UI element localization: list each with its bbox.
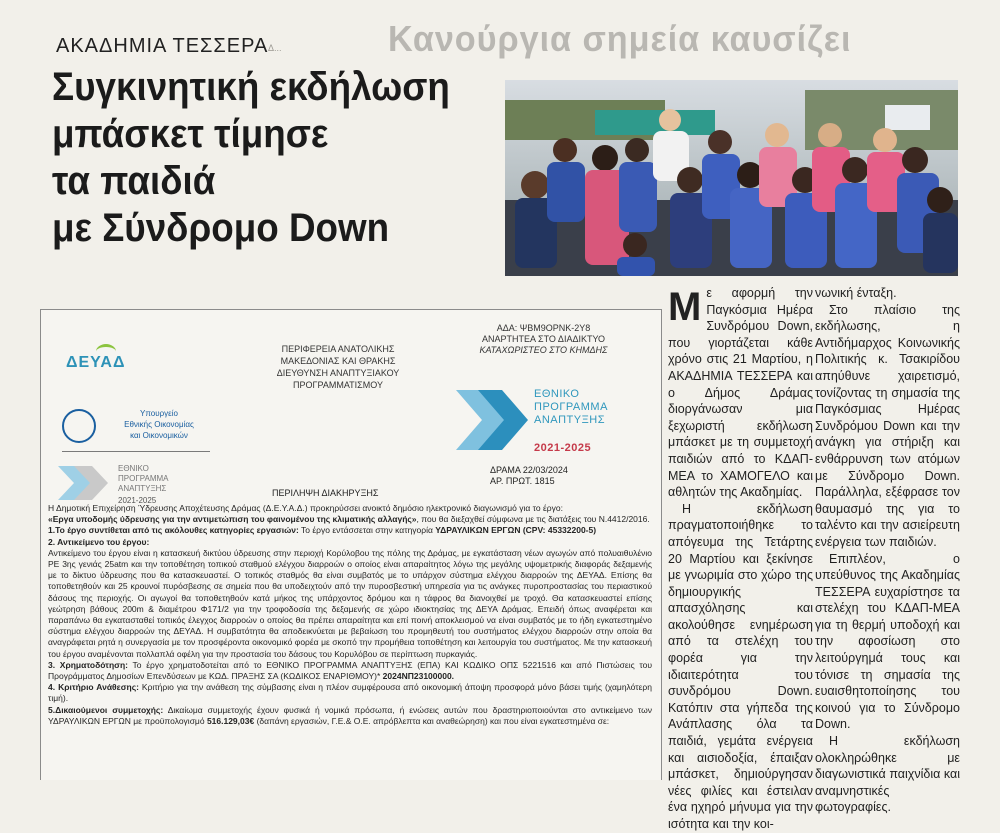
article-kicker: ΑΚΑΔΗΜΙΑ ΤΕΣΣΕΡΑ xyxy=(56,35,269,57)
chevron-logo-icon-large xyxy=(456,380,536,460)
ministry-name xyxy=(104,408,214,441)
neighbour-snippet: Δ... xyxy=(268,43,282,53)
article-column-1 xyxy=(668,285,813,833)
ministry-logo xyxy=(62,405,212,445)
neighbour-article-headline xyxy=(388,18,988,78)
region-header xyxy=(258,343,418,391)
section-2-head: 2. Αντικείμενο του έργου: xyxy=(48,536,150,547)
headline-line: τα παιδιά xyxy=(52,159,216,203)
ep-small-text xyxy=(118,464,168,494)
notice-body xyxy=(48,503,652,727)
summary-title: ΠΕΡΙΛΗΨΗ ΔΙΑΚΗΡΥΞΗΣ xyxy=(272,488,379,498)
section-5 xyxy=(48,705,652,727)
ep-big-line: ΠΡΟΓΡΑΜΜΑ xyxy=(534,401,608,413)
section-2 xyxy=(48,537,652,660)
section-4 xyxy=(48,682,652,704)
deyad-logo: ΔΕΥΑΔ xyxy=(66,354,126,371)
ministry-line: Υπουργείο xyxy=(140,409,178,418)
ep-big-text xyxy=(534,388,608,427)
neighbour-headline-text: Κανούργια σημεία καυσίζει xyxy=(388,18,852,59)
headline-line: Συγκινητική εκδήλωση xyxy=(52,65,450,109)
ep-small-line: ΑΝΑΠΤΥΞΗΣ xyxy=(118,484,167,493)
headline-line: μπάσκετ τίμησε xyxy=(52,112,329,156)
greek-emblem-icon xyxy=(62,409,96,443)
ada-block xyxy=(456,323,631,356)
ministry-line: και Οικονομικών xyxy=(130,431,188,440)
ep-big-years: 2021-2025 xyxy=(534,442,592,454)
region-line: ΠΡΟΓΡΑΜΜΑΤΙΣΜΟΥ xyxy=(293,380,383,390)
article-paragraph xyxy=(668,285,813,501)
article-headline xyxy=(52,64,457,252)
drop-cap: Μ xyxy=(668,285,702,329)
section-1-category: ΥΔΡΑΥΛΙΚΩΝ ΕΡΓΩΝ (CPV: 45332200-5) xyxy=(435,525,597,536)
project-title: «Εργα υποδομής ύδρευσης για την αντιμετώπιση του φαινομένου της κλιματικής αλλαγής» xyxy=(48,514,417,525)
group-photo-illustration xyxy=(505,80,958,276)
ep-small-years: 2021-2025 xyxy=(118,496,157,505)
section-1-body: Το έργο εντάσσεται στην κατηγορία xyxy=(298,525,436,536)
article-column-2 xyxy=(815,285,960,816)
registry-note: ΚΑΤΑΧΩΡΙΣΤΕΟ ΣΤΟ ΚΗΜΔΗΣ xyxy=(479,345,608,355)
headline-line: με Σύνδρομο Down xyxy=(52,206,390,250)
region-line: ΠΕΡΙΦΕΡΕΙΑ ΑΝΑΤΟΛΙΚΗΣ xyxy=(281,344,395,354)
ep-big-line: ΕΘΝΙΚΟ xyxy=(534,388,580,400)
paragraph-text: ε αφορμή την Παγκόσμια Ημέρα Συνδρόμου Down, που γιορτάζεται κάθε χρόνο στις 21 Μαρτίου, η ΑΚΑΔΗΜΙΑ ΤΕΣΣΕΡΑ και ο Δήμος Δράμας διοργάνωσαν μια ξεχωριστή εκδήλωση μπάσκετ με τη συμμετοχή παιδιών από το ΚΔΑΠ-ΜΕΑ το ΧΑΜΟΓΕΛΟ και αθλητών της Ακαδημίας. xyxy=(668,286,813,500)
protocol-line: ΑΡ. ΠΡΩΤ. 1815 xyxy=(490,476,555,486)
group-photo xyxy=(505,80,958,276)
section-5-body: Δικαίωμα συμμετοχής έχουν φυσικά ή νομικά πρόσωπα, ή ενώσεις αυτών που δραστηριοποιούνται στο αντικείμενο των ΥΔΡΑΥΛΙΚΩΝ ΕΡΓΩΝ με προϋπολογισμό xyxy=(48,704,652,726)
ep-small-line: ΠΡΟΓΡΑΜΜΑ xyxy=(118,474,169,483)
section-3-head: 3. Χρηματοδότηση: xyxy=(48,659,129,670)
ep-big-line: ΑΝΑΠΤΥΞΗΣ xyxy=(534,414,606,426)
section-1-head: 1.Το έργο συντίθεται από τις ακόλουθες κατηγορίες εργασιών: xyxy=(48,525,299,536)
section-3-body: Το έργο χρηματοδοτείται από το ΕΘΝΙΚΟ ΠΡΟΓΡΑΜΜΑ ΑΝΑΠΤΥΞΗΣ (ΕΠΑ) ΚΑΙ ΚΩΔΙΚΟ ΟΠΣ 5221516 και από Πιστώσεις του Προγράμματος Δημοσίων Επενδύσεων με ΚΩΔ. ΠΡΑΞΗΣ ΣΑ (ΚΩΔΙΚΟΣ ΕΝΑΡΙΘΜΟΥ)* xyxy=(48,659,652,682)
section-1 xyxy=(48,525,652,536)
date-protocol xyxy=(490,465,568,487)
article-paragraph: νωνική ένταξη. xyxy=(815,286,897,300)
logo-divider xyxy=(62,451,210,452)
section-5-head: 5.Δικαιούμενοι συμμετοχής: xyxy=(48,704,164,715)
ep-small-line: ΕΘΝΙΚΟ xyxy=(118,464,149,473)
section-3 xyxy=(48,660,652,682)
ada-code: ΑΔΑ: ΨΒΜ9ΟΡΝΚ-2Υ8 xyxy=(496,323,591,333)
intro-tail: , που θα διεξαχθεί σύμφωνα με τις διατάξεις του Ν.4412/2016. xyxy=(416,514,650,525)
article-paragraph: Στο πλαίσιο της εκδήλωσης, η Αντιδήμαρχος Κοινωνικής Πολιτικής κ. Τσακιρίδου απηύθυνε χαιρετισμό, τονίζοντας τη σημασία της Παγκόσμιας Ημέρας Συνδρόμου Down και την ανάγκη για στήριξη και ενθάρρυνση των ατόμων με Σύνδρομο Down. Παράλληλα, εξέφρασε τον θαυμασμό της για το ταλέντο και την ασιείρευτη ενέργεια των παιδιών. xyxy=(815,302,960,549)
section-4-head: 4. Κριτήριο Ανάθεσης: xyxy=(48,682,139,693)
posted-online: ΑΝΑΡΤΗΤΕΑ ΣΤΟ ΔΙΑΔΙΚΤΥΟ xyxy=(482,334,605,344)
article-paragraph: Η εκδήλωση ολοκληρώθηκε με διαγωνιστικά παιχνίδια και αναμνηστικές φωτογραφίες. xyxy=(815,734,960,815)
article-paragraph: Η εκδήλωση πραγματοποιήθηκε το απόγευμα της Τετάρτης 20 Μαρτίου και ξεκίνησε με γνωριμία στο χώρο της δημιουργικής απασχόλησης και ακολούθησε ενημέρωση από τα στελέχη του φορέα για την ιδιαιτερότητα του συνδρόμου Down. Κατόπιν στα γήπεδα της Ανάπλασης όλα τα παιδιά, γεμάτα ενέργεια και αισιοδοξία, έπαιξαν μπάσκετ, δημιούργησαν νέες φιλίες και έστειλαν ένα ηχηρό μήνυμα για την ισότητα και την κοι- xyxy=(668,501,813,831)
section-5-budget: 516.129,03€ xyxy=(206,715,255,726)
ministry-line: Εθνικής Οικονομίας xyxy=(124,420,194,429)
region-line: ΔΙΕΥΘΥΝΣΗ ΑΝΑΠΤΥΞΙΑΚΟΥ xyxy=(276,368,400,378)
intro-text: Η Δημοτική Επιχείρηση Ύδρευσης Αποχέτευσης Δράμας (Δ.Ε.Υ.Α.Δ.) προκηρύσσει ανοικτό δημόσιο ηλεκτρονικό διαγωνισμό για το έργο: xyxy=(48,503,563,513)
section-2-body: Αντικείμενο του έργου είναι η κατασκευή δικτύου ύδρευσης στην περιοχή Κορύλοβου της πόλης της Δράμας, με εγκατάσταση νέων αγωγών από πολυαιθυλένιο PE 3ης γενιάς 25atm και την τοποθέτηση τοπικού σταθμού ελέγχου διαρροών ο οποίος είναι απαραίτητος λόγω της μεγάλης υψομετρικής διαφοράς δεξαμενής με το δίκτυο ύδρευσης που θα κατασκευαστεί. Ο τοπικός σταθμός θα είναι συμβατός με το υπάρχον σύστημα ελέγχου διαρροών της ΔΕΥΑΔ. Επίσης θα τοποθετηθούν και 25 κρουνοί πυρόσβεσης σε σημεία που θα υποδειχτούν από την πυροσβεστική υπηρεσία για τις ανάγκες πυροπροστασίας του περιαστικού δάσους της περιοχής. Οι αγωγοί θα τοποθετηθούν κατά μήκος της υπάρχοντος δρόμου και η τάφρος θα διανοιχθεί με τροχό. Θα κατασκευαστεί επίσης γεώτρηση βάθους 200m & διαμέτρου Φ171/2 για την τροφοδοσία της δεξαμενής σε χώρο ιδιοκτησίας της ΔΕΥΑ Δράμας. Επειδή όπως αναφέρεται και παραπάνω θα εγκατασταθεί τοπικός έλεγχος διαρροών ο οποίος θα πρέπει απαραίτητα και επί ποινή αποκλεισμού να είναι συμβατός με το ήδη εγκατεστημένο σύστημα ελέγχου διαρροών της ΔΕΥΑΔ. Η συμβατότητα θα αποδεικνύεται με βεβαίωση του προμηθευτή του συστήματος ελέγχου διαρροών στην οποία θα αναγράφεται ρητά η συνεργασία με τον προσφέροντα οικονομικό φορέα με σκοπό την προμήθεια τοποθέτηση και λειτουργία του συστήματος. Με την κατασκευή του έργου αναμένονται πολλαπλά οφέλη για την προστασία του δάσους του Κορυλόβου σε περίπτωση πυρκαγιάς. xyxy=(48,547,652,659)
national-development-program-logo xyxy=(456,380,636,460)
section-3-code: 2024ΝΠ23100000. xyxy=(382,671,455,682)
article-paragraph: Επιπλέον, ο υπεύθυνος της Ακαδημίας ΤΕΣΣΕΡΑ ευχαρίστησε τα στελέχη του ΚΔΑΠ-ΜΕΑ για τη θερμή υποδοχή και την αφοσίωση στο λειτούργημά τους και τόνισε τη σημασία της ευαισθητοποίησης του κοινού για το Σύνδρομο Down. xyxy=(815,551,960,732)
notice-intro xyxy=(48,503,652,525)
region-line: ΜΑΚΕΔΟΝΙΑΣ ΚΑΙ ΘΡΑΚΗΣ xyxy=(280,356,396,366)
section-5-tail: (δαπάνη εργασιών, Γ.Ε.& Ο.Ε. απρόβλεπτα και αναθεώρηση) και που είναι εγκατεστημένα σε: xyxy=(254,715,610,726)
date-line: ΔΡΑΜΑ 22/03/2024 xyxy=(490,465,568,475)
national-development-program-logo-small xyxy=(58,458,218,508)
section-4-body: Κριτήριο για την ανάθεση της σύμβασης είναι η πλέον συμφέρουσα από οικονομική άποψη προσφορά μόνο βάσει τιμής (χαμηλότερη τιμή). xyxy=(48,682,652,704)
chevron-logo-icon xyxy=(58,458,118,508)
